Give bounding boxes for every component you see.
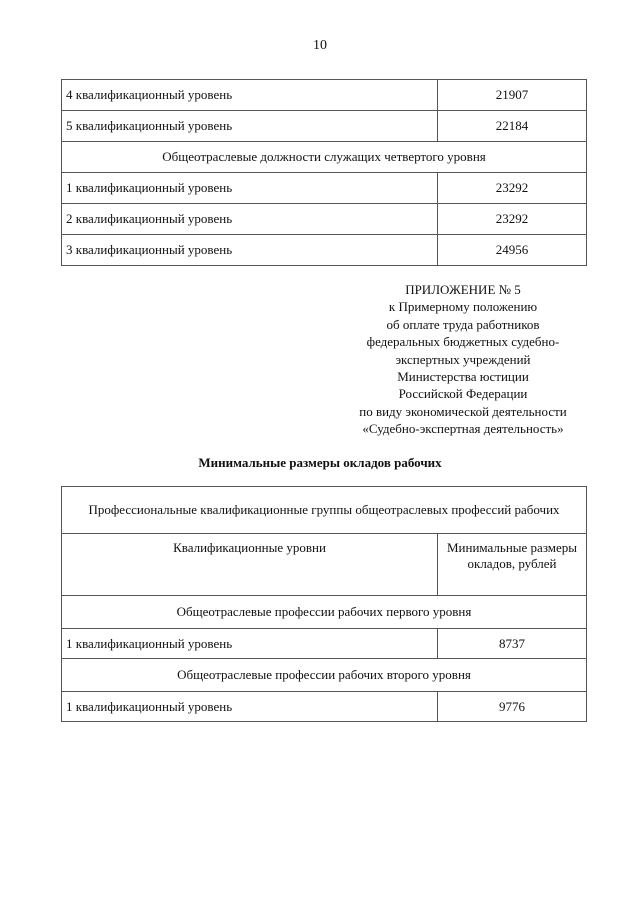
appendix-line: к Примерному положению <box>388 299 538 315</box>
column-header-levels: Квалификационные уровни <box>62 534 438 596</box>
column-header-row <box>62 534 587 596</box>
table-row <box>62 111 587 142</box>
appendix-line: Российской Федерации <box>398 386 528 402</box>
appendix-heading <box>300 281 626 438</box>
appendix-line: Министерства юстиции <box>397 369 529 385</box>
appendix-line: по виду экономической деятельности <box>359 403 567 419</box>
salary-cell: 23292 <box>438 173 587 204</box>
section-title: Минимальные размеры окладов рабочих <box>198 455 442 470</box>
level-cell: 5 квалификационный уровень <box>62 111 438 142</box>
column-header-salary: Минимальные размеры окладов, рублей <box>438 534 587 596</box>
appendix-line: федеральных бюджетных судебно- <box>366 334 560 350</box>
level-cell: 1 квалификационный уровень <box>62 629 438 659</box>
level-cell: 3 квалификационный уровень <box>62 235 438 266</box>
table-row <box>62 173 587 204</box>
table-subheader-row <box>62 596 587 629</box>
table-row <box>62 629 587 659</box>
table-header-row <box>62 487 587 534</box>
appendix-line: «Судебно-экспертная деятельность» <box>362 421 564 437</box>
table-row <box>62 204 587 235</box>
level-cell: 4 квалификационный уровень <box>62 80 438 111</box>
page-number: 10 <box>313 38 327 53</box>
appendix-line: экспертных учреждений <box>395 351 531 367</box>
level-cell: 1 квалификационный уровень <box>62 173 438 204</box>
level-cell: 2 квалификационный уровень <box>62 204 438 235</box>
salary-cell: 22184 <box>438 111 587 142</box>
appendix-line: ПРИЛОЖЕНИЕ № 5 <box>405 282 521 297</box>
table-subheader-row <box>62 659 587 692</box>
group-header: Профессиональные квалификационные группы общеотраслевых профессий рабочих <box>62 487 587 534</box>
salary-cell: 24956 <box>438 235 587 266</box>
group-subheader: Общеотраслевые должности служащих четвертого уровня <box>62 142 587 173</box>
salary-cell: 8737 <box>438 629 587 659</box>
table-row <box>62 80 587 111</box>
table-row <box>62 692 587 722</box>
table-subheader-row <box>62 142 587 173</box>
group-subheader: Общеотраслевые профессии рабочих первого уровня <box>62 596 587 629</box>
salary-cell: 9776 <box>438 692 587 722</box>
salary-table-continued <box>61 79 587 266</box>
level-cell: 1 квалификационный уровень <box>62 692 438 722</box>
table-row <box>62 235 587 266</box>
salary-cell: 21907 <box>438 80 587 111</box>
appendix-line: об оплате труда работников <box>386 316 540 332</box>
workers-salary-table <box>61 486 587 722</box>
group-subheader: Общеотраслевые профессии рабочих второго уровня <box>62 659 587 692</box>
salary-cell: 23292 <box>438 204 587 235</box>
